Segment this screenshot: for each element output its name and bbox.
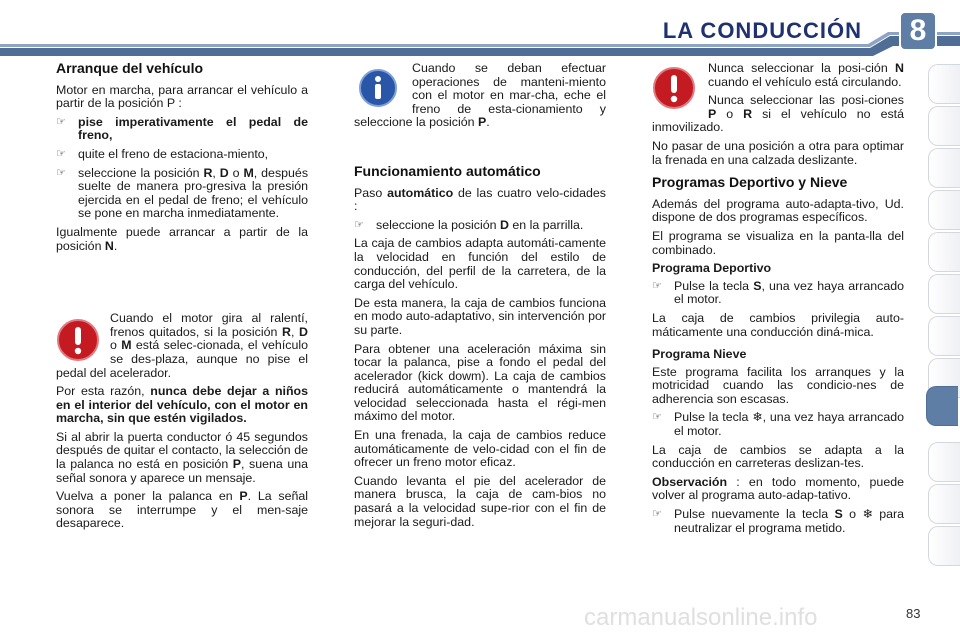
pointing-hand-icon: ☞ xyxy=(354,218,364,231)
list-item: ☞ Pulse la tecla ❄, una vez haya arrancado el motor. xyxy=(652,410,904,439)
restart-paragraph: Igualmente puede arrancar a partir de la posición N. xyxy=(56,224,308,253)
info-icon xyxy=(358,68,398,108)
column-middle xyxy=(354,62,606,534)
side-tab-active[interactable] xyxy=(926,386,958,426)
side-tab[interactable] xyxy=(928,232,960,272)
warning-text: Nunca seleccionar las posi-ciones P o R si el vehículo no está inmovilizado. xyxy=(652,93,904,135)
subheading-nieve: Programa Nieve xyxy=(652,347,747,362)
warning-text: Cuando el motor gira al ralentí, frenos quitados, si la posición R, D o M está selec-cionada, el vehículo se des-plaza, aunque no pise el pedal del acelerador. xyxy=(56,311,308,380)
subheading-deportivo: Programa Deportivo xyxy=(652,261,772,276)
paragraph: Para obtener una aceleración máxima sin tocar la palanca, pise a fondo el pedal del acelerador (kick dowm). La caja de cambios reducirá automáticamente o mantendrá la velocidad seleccionada hasta el régi-men máximo del motor. xyxy=(354,341,606,424)
sport-steps-list xyxy=(652,280,904,307)
warning-box-engine-idle xyxy=(56,312,308,531)
paragraph: En una frenada, la caja de cambios reduce automáticamente de velo-cidad con el fin de ofrecer un freno motor eficaz. xyxy=(354,428,606,470)
section-heading-arranque: Arranque del vehículo xyxy=(56,60,204,76)
pointing-hand-icon: ☞ xyxy=(652,411,662,424)
child-warning-text: Por esta razón, nunca debe dejar a niños en el interior del vehículo, con el motor en marcha, sin que estén vigilados. xyxy=(56,384,309,426)
side-tab[interactable] xyxy=(928,148,960,188)
column-right xyxy=(652,62,904,540)
paragraph: La caja de cambios se adapta a la conducción en carreteras deslizan-tes. xyxy=(652,442,904,471)
door-warning-text: Si al abrir la puerta conductor ó 45 segundos después de quitar el contacto, la selección de la palanca no está en posición P, suena una señal sonora y aparece un mensaje. xyxy=(56,429,308,485)
pointing-hand-icon: ☞ xyxy=(652,508,662,521)
automatic-steps-list xyxy=(354,219,606,233)
section-heading-programas: Programas Deportivo y Nieve xyxy=(652,174,848,191)
warning-box-gear-selection xyxy=(652,62,904,167)
chapter-number: 8 xyxy=(909,14,927,47)
paragraph: La caja de cambios privilegia auto-máticamente una conducción diná-mica. xyxy=(652,310,904,339)
slippery-road-text: No pasar de una posición a otra para optimar la frenada en una calzada deslizante. xyxy=(652,138,904,167)
page-number: 83 xyxy=(906,606,921,621)
list-item: ☞ quite el freno de estaciona-miento, xyxy=(56,146,269,161)
info-box-maintenance xyxy=(354,62,606,130)
snowflake-icon: ❄ xyxy=(862,507,873,522)
info-text: Cuando se deban efectuar operaciones de manteni-miento con el motor en mar-cha, eche el freno de esta-cionamiento y seleccione la posición P. xyxy=(354,61,606,130)
return-lever-text: Vuelva a poner la palanca en P. La señal sonora se interrumpe y el men-saje desaparece. xyxy=(56,489,308,531)
side-tab[interactable] xyxy=(928,484,960,524)
list-item: ☞ Pulse la tecla S, una vez haya arrancado el motor. xyxy=(652,278,904,307)
chapter-title: LA CONDUCCIÓN xyxy=(662,18,862,43)
observation-paragraph: Observación : en todo momento, puede volver al programa auto-adap-tativo. xyxy=(652,474,904,503)
side-tab[interactable] xyxy=(928,64,960,104)
snow-steps-list xyxy=(652,411,904,438)
list-item: ☞ seleccione la posición D en la parrilla. xyxy=(354,217,584,232)
section-heading-automatico: Funcionamiento automático xyxy=(354,162,541,179)
intro-paragraph: Motor en marcha, para arrancar el vehículo a partir de la posición P : xyxy=(56,82,308,111)
list-item: ☞ Pulse nuevamente la tecla S o ❄ para neutralizar el programa metido. xyxy=(652,507,905,535)
side-tab[interactable] xyxy=(928,190,960,230)
column-left xyxy=(56,62,308,536)
paragraph: De esta manera, la caja de cambios funciona en modo auto-adaptativo, sin intervención por su parte. xyxy=(354,295,606,337)
side-tab[interactable] xyxy=(928,442,960,482)
exclamation-icon xyxy=(652,66,696,110)
paragraph: El programa se visualiza en la panta-lla del combinado. xyxy=(652,228,904,257)
paragraph: La caja de cambios adapta automáti-camente la velocidad en función del estilo de conducción, del perfil de la carretera, de la carga del vehículo. xyxy=(354,236,606,292)
final-steps-list xyxy=(652,508,904,535)
pointing-hand-icon: ☞ xyxy=(56,147,66,160)
side-tab[interactable] xyxy=(928,316,960,356)
list-item: ☞ pise imperativamente el pedal de freno, xyxy=(56,114,308,143)
pointing-hand-icon: ☞ xyxy=(56,115,66,128)
paragraph: Cuando levanta el pie del acelerador de manera brusca, la caja de cam-bios no pasará a la velocidad supe-rior con el fin de mejorar la seguri-dad. xyxy=(354,473,606,529)
side-tab[interactable] xyxy=(928,106,960,146)
paragraph: Este programa facilita los arranques y la motricidad cuando las condicio-nes de adherencia son escasas. xyxy=(652,364,904,406)
watermark: carmanualsonline.info xyxy=(584,604,818,631)
paso-paragraph: Paso automático de las cuatro velo-cidades : xyxy=(354,185,606,214)
side-tab[interactable] xyxy=(928,526,960,566)
start-steps-list xyxy=(56,116,308,221)
pointing-hand-icon: ☞ xyxy=(652,279,662,292)
side-tab[interactable] xyxy=(928,274,960,314)
paragraph: Además del programa auto-adapta-tivo, Ud. dispone de dos programas específicos. xyxy=(652,196,904,225)
warning-text: Nunca seleccionar la posi-ción N cuando el vehículo está circulando. xyxy=(708,61,904,89)
exclamation-icon xyxy=(56,318,100,362)
list-item: ☞ seleccione la posición R, D o M, después suelte de manera pro-gresiva la presión ejercida en el pedal de freno; el vehículo se pone en marcha inmediatamente. xyxy=(56,165,309,221)
snowflake-icon: ❄ xyxy=(752,410,763,425)
pointing-hand-icon: ☞ xyxy=(56,166,66,179)
